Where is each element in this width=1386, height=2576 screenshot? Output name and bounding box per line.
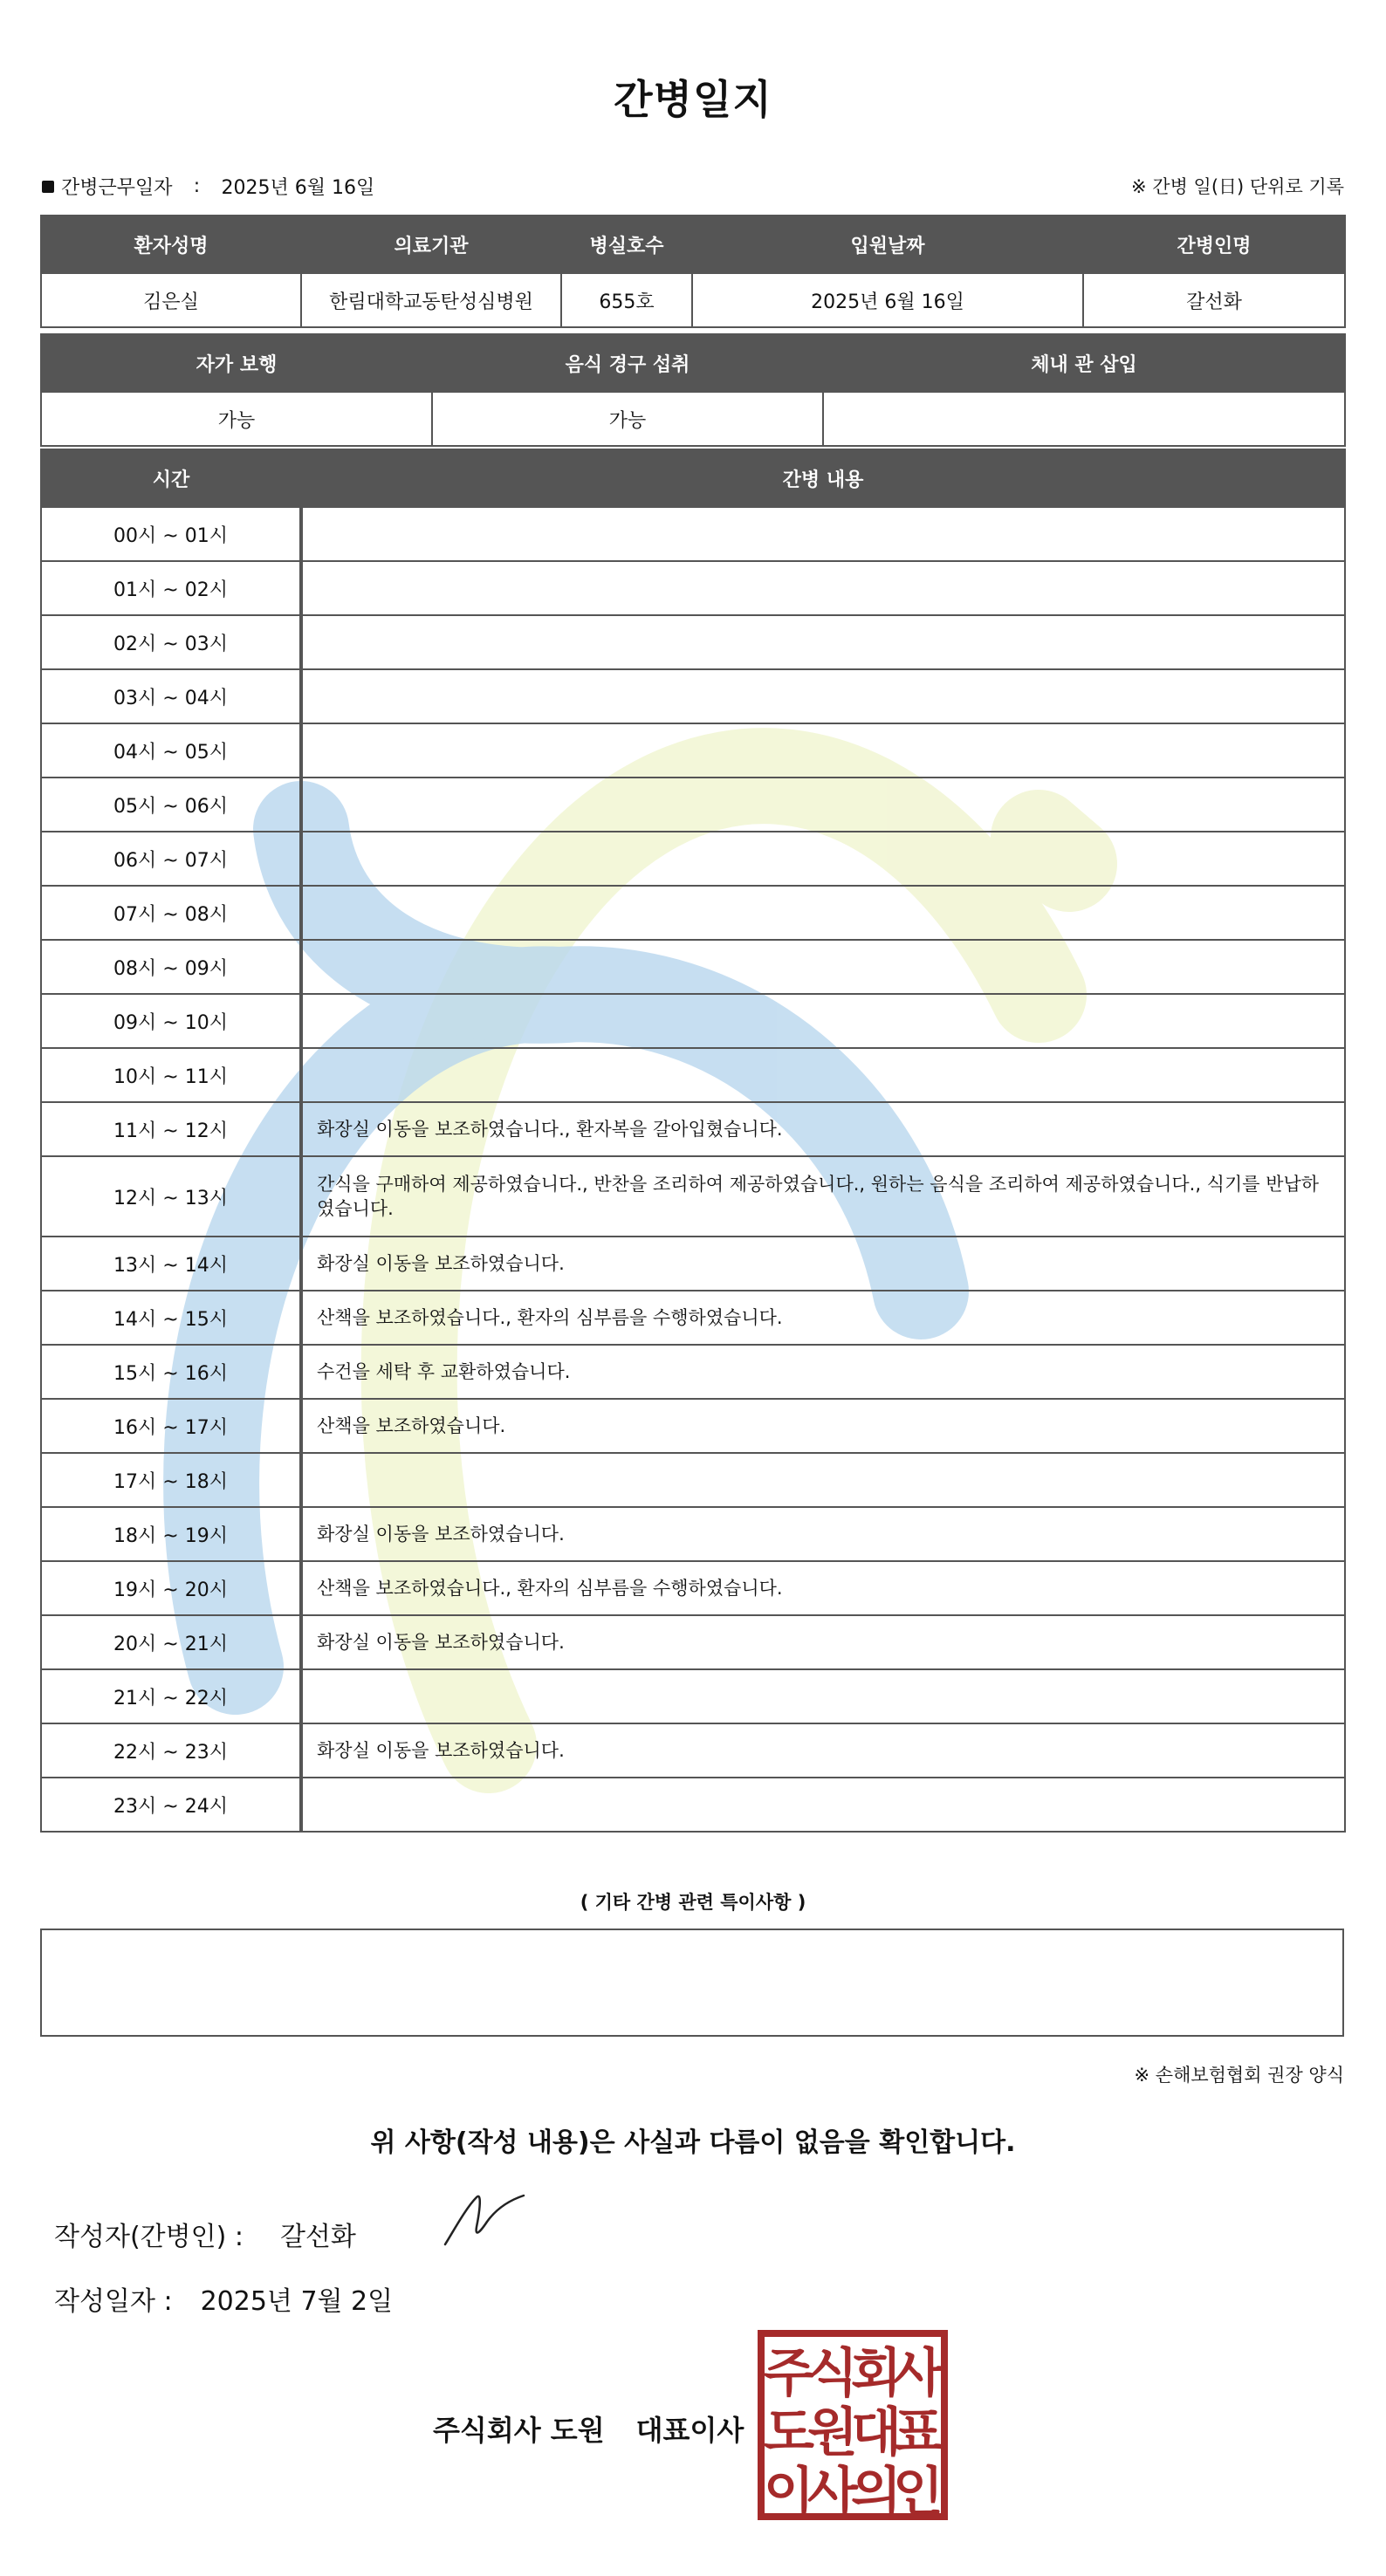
table-row (41, 1778, 1345, 1832)
time-slot: 22시 ~ 23시 (41, 1723, 301, 1778)
room-number: 655호 (561, 273, 692, 327)
writer-name: 갈선화 (279, 2222, 356, 2252)
handwritten-signature (442, 2189, 529, 2250)
table-row (41, 994, 1345, 1048)
patient-header-row (41, 216, 1345, 273)
care-content: 수건을 세탁 후 교환하였습니다. (301, 1345, 1345, 1399)
bullet-square-icon (42, 181, 54, 193)
header-time: 시간 (41, 449, 301, 507)
time-slot: 12시 ~ 13시 (41, 1156, 301, 1237)
table-row (41, 1615, 1345, 1669)
care-content: 산책을 보조하였습니다., 환자의 심부름을 수행하였습니다. (301, 1291, 1345, 1345)
table-row (41, 886, 1345, 940)
caregiver-name: 갈선화 (1083, 273, 1345, 327)
work-date-label: 간병근무일자 (61, 177, 173, 199)
table-row (41, 940, 1345, 994)
patient-value-row (41, 273, 1345, 327)
table-row (41, 1291, 1345, 1345)
care-content: 화장실 이동을 보조하였습니다. (301, 1507, 1345, 1561)
svg-text:이: 이 (764, 2462, 814, 2522)
svg-text:식: 식 (807, 2343, 858, 2404)
time-slot: 23시 ~ 24시 (41, 1778, 301, 1832)
care-content (301, 723, 1345, 778)
work-date-value: 2025년 6월 16일 (221, 177, 375, 199)
care-content (301, 778, 1345, 832)
time-slot: 01시 ~ 02시 (41, 561, 301, 615)
svg-text:인: 인 (893, 2462, 943, 2522)
care-content (301, 1778, 1345, 1832)
status-value-row (41, 392, 1345, 446)
table-row (41, 1345, 1345, 1399)
svg-text:표: 표 (893, 2402, 943, 2463)
table-row (41, 1669, 1345, 1723)
table-row (41, 507, 1345, 561)
table-row (41, 1237, 1345, 1291)
care-content (301, 1048, 1345, 1102)
time-slot: 20시 ~ 21시 (41, 1615, 301, 1669)
time-slot: 07시 ~ 08시 (41, 886, 301, 940)
time-slot: 03시 ~ 04시 (41, 669, 301, 723)
care-content (301, 1669, 1345, 1723)
time-slot: 06시 ~ 07시 (41, 832, 301, 886)
table-row (41, 1102, 1345, 1156)
header-hospital: 의료기관 (301, 216, 561, 273)
work-date-colon: : (193, 175, 201, 197)
written-date-line (54, 2279, 393, 2318)
care-content (301, 1453, 1345, 1507)
header-care-content: 간병 내용 (301, 449, 1345, 507)
work-date (42, 173, 374, 200)
time-slot: 11시 ~ 12시 (41, 1102, 301, 1156)
time-slot: 04시 ~ 05시 (41, 723, 301, 778)
care-content: 화장실 이동을 보조하였습니다. (301, 1723, 1345, 1778)
oral-intake-status: 가능 (432, 392, 823, 446)
tube-insertion-status (823, 392, 1345, 446)
table-row (41, 1453, 1345, 1507)
time-slot: 13시 ~ 14시 (41, 1237, 301, 1291)
time-slot: 18시 ~ 19시 (41, 1507, 301, 1561)
time-slot: 15시 ~ 16시 (41, 1345, 301, 1399)
unit-note: ※ 간병 일(日) 단위로 기록 (1131, 176, 1344, 197)
care-content: 화장실 이동을 보조하였습니다., 환자복을 갈아입혔습니다. (301, 1102, 1345, 1156)
table-row (41, 723, 1345, 778)
writer-line (54, 2215, 356, 2253)
hospital-name: 한림대학교동탄성심병원 (301, 273, 561, 327)
header-walking: 자가 보행 (41, 334, 432, 392)
log-header-row (41, 449, 1345, 507)
time-slot: 02시 ~ 03시 (41, 615, 301, 669)
care-content (301, 669, 1345, 723)
header-oral-intake: 음식 경구 섭취 (432, 334, 823, 392)
representative-title: 대표이사 (635, 2414, 744, 2447)
company-name: 주식회사 도원 (433, 2414, 605, 2447)
time-slot: 09시 ~ 10시 (41, 994, 301, 1048)
care-content: 산책을 보조하였습니다., 환자의 심부름을 수행하였습니다. (301, 1561, 1345, 1615)
written-date-label: 작성일자 : (54, 2286, 173, 2317)
care-content (301, 561, 1345, 615)
walking-status: 가능 (41, 392, 432, 446)
header-room: 병실호수 (561, 216, 692, 273)
svg-text:의: 의 (851, 2462, 902, 2522)
care-content (301, 886, 1345, 940)
other-notes-box (40, 1929, 1344, 2037)
table-row (41, 1156, 1345, 1237)
care-log-table (40, 449, 1346, 1833)
svg-text:주: 주 (764, 2343, 814, 2404)
svg-text:사: 사 (893, 2343, 943, 2404)
table-row (41, 561, 1345, 615)
table-row (41, 1399, 1345, 1453)
care-content: 화장실 이동을 보조하였습니다. (301, 1237, 1345, 1291)
patient-status-table (40, 333, 1346, 447)
care-content: 간식을 구매하여 제공하였습니다., 반찬을 조리하여 제공하였습니다., 원하는 음식을 조리하여 제공하였습니다., 식기를 반납하였습니다. (301, 1156, 1345, 1237)
time-slot: 10시 ~ 11시 (41, 1048, 301, 1102)
time-slot: 08시 ~ 09시 (41, 940, 301, 994)
admission-date: 2025년 6월 16일 (692, 273, 1083, 327)
header-admission-date: 입원날짜 (692, 216, 1083, 273)
care-content (301, 507, 1345, 561)
table-row (41, 778, 1345, 832)
time-slot: 05시 ~ 06시 (41, 778, 301, 832)
svg-text:대: 대 (851, 2402, 902, 2463)
header-patient-name: 환자성명 (41, 216, 301, 273)
company-seal-stamp (756, 2328, 950, 2522)
table-row (41, 615, 1345, 669)
table-row (41, 1507, 1345, 1561)
table-row (41, 1048, 1345, 1102)
care-content: 산책을 보조하였습니다. (301, 1399, 1345, 1453)
status-header-row (41, 334, 1345, 392)
time-slot: 16시 ~ 17시 (41, 1399, 301, 1453)
document-title: 간병일지 (614, 76, 772, 123)
care-content: 화장실 이동을 보조하였습니다. (301, 1615, 1345, 1669)
table-row (41, 832, 1345, 886)
svg-text:도: 도 (764, 2402, 814, 2463)
table-row (41, 1561, 1345, 1615)
care-content (301, 940, 1345, 994)
svg-text:회: 회 (851, 2343, 902, 2404)
writer-label: 작성자(간병인) : (54, 2222, 244, 2252)
company-line (433, 2408, 744, 2449)
patient-info-table (40, 215, 1346, 328)
time-slot: 19시 ~ 20시 (41, 1561, 301, 1615)
time-slot: 14시 ~ 15시 (41, 1291, 301, 1345)
time-slot: 17시 ~ 18시 (41, 1453, 301, 1507)
written-date-value: 2025년 7월 2일 (200, 2286, 394, 2317)
care-content (301, 994, 1345, 1048)
table-row (41, 669, 1345, 723)
time-slot: 00시 ~ 01시 (41, 507, 301, 561)
svg-text:원: 원 (807, 2402, 858, 2463)
care-content (301, 615, 1345, 669)
form-note: ※ 손해보험협회 권장 양식 (1134, 2065, 1344, 2086)
header-caregiver-name: 간병인명 (1083, 216, 1345, 273)
confirmation-text: 위 사항(작성 내용)은 사실과 다름이 없음을 확인합니다. (370, 2127, 1016, 2158)
table-row (41, 1723, 1345, 1778)
time-slot: 21시 ~ 22시 (41, 1669, 301, 1723)
patient-name: 김은실 (41, 273, 301, 327)
other-notes-title: ( 기타 간병 관련 특이사항 ) (580, 1892, 806, 1913)
svg-text:사: 사 (807, 2462, 858, 2522)
care-content (301, 832, 1345, 886)
header-tube-insertion: 체내 관 삽입 (823, 334, 1345, 392)
